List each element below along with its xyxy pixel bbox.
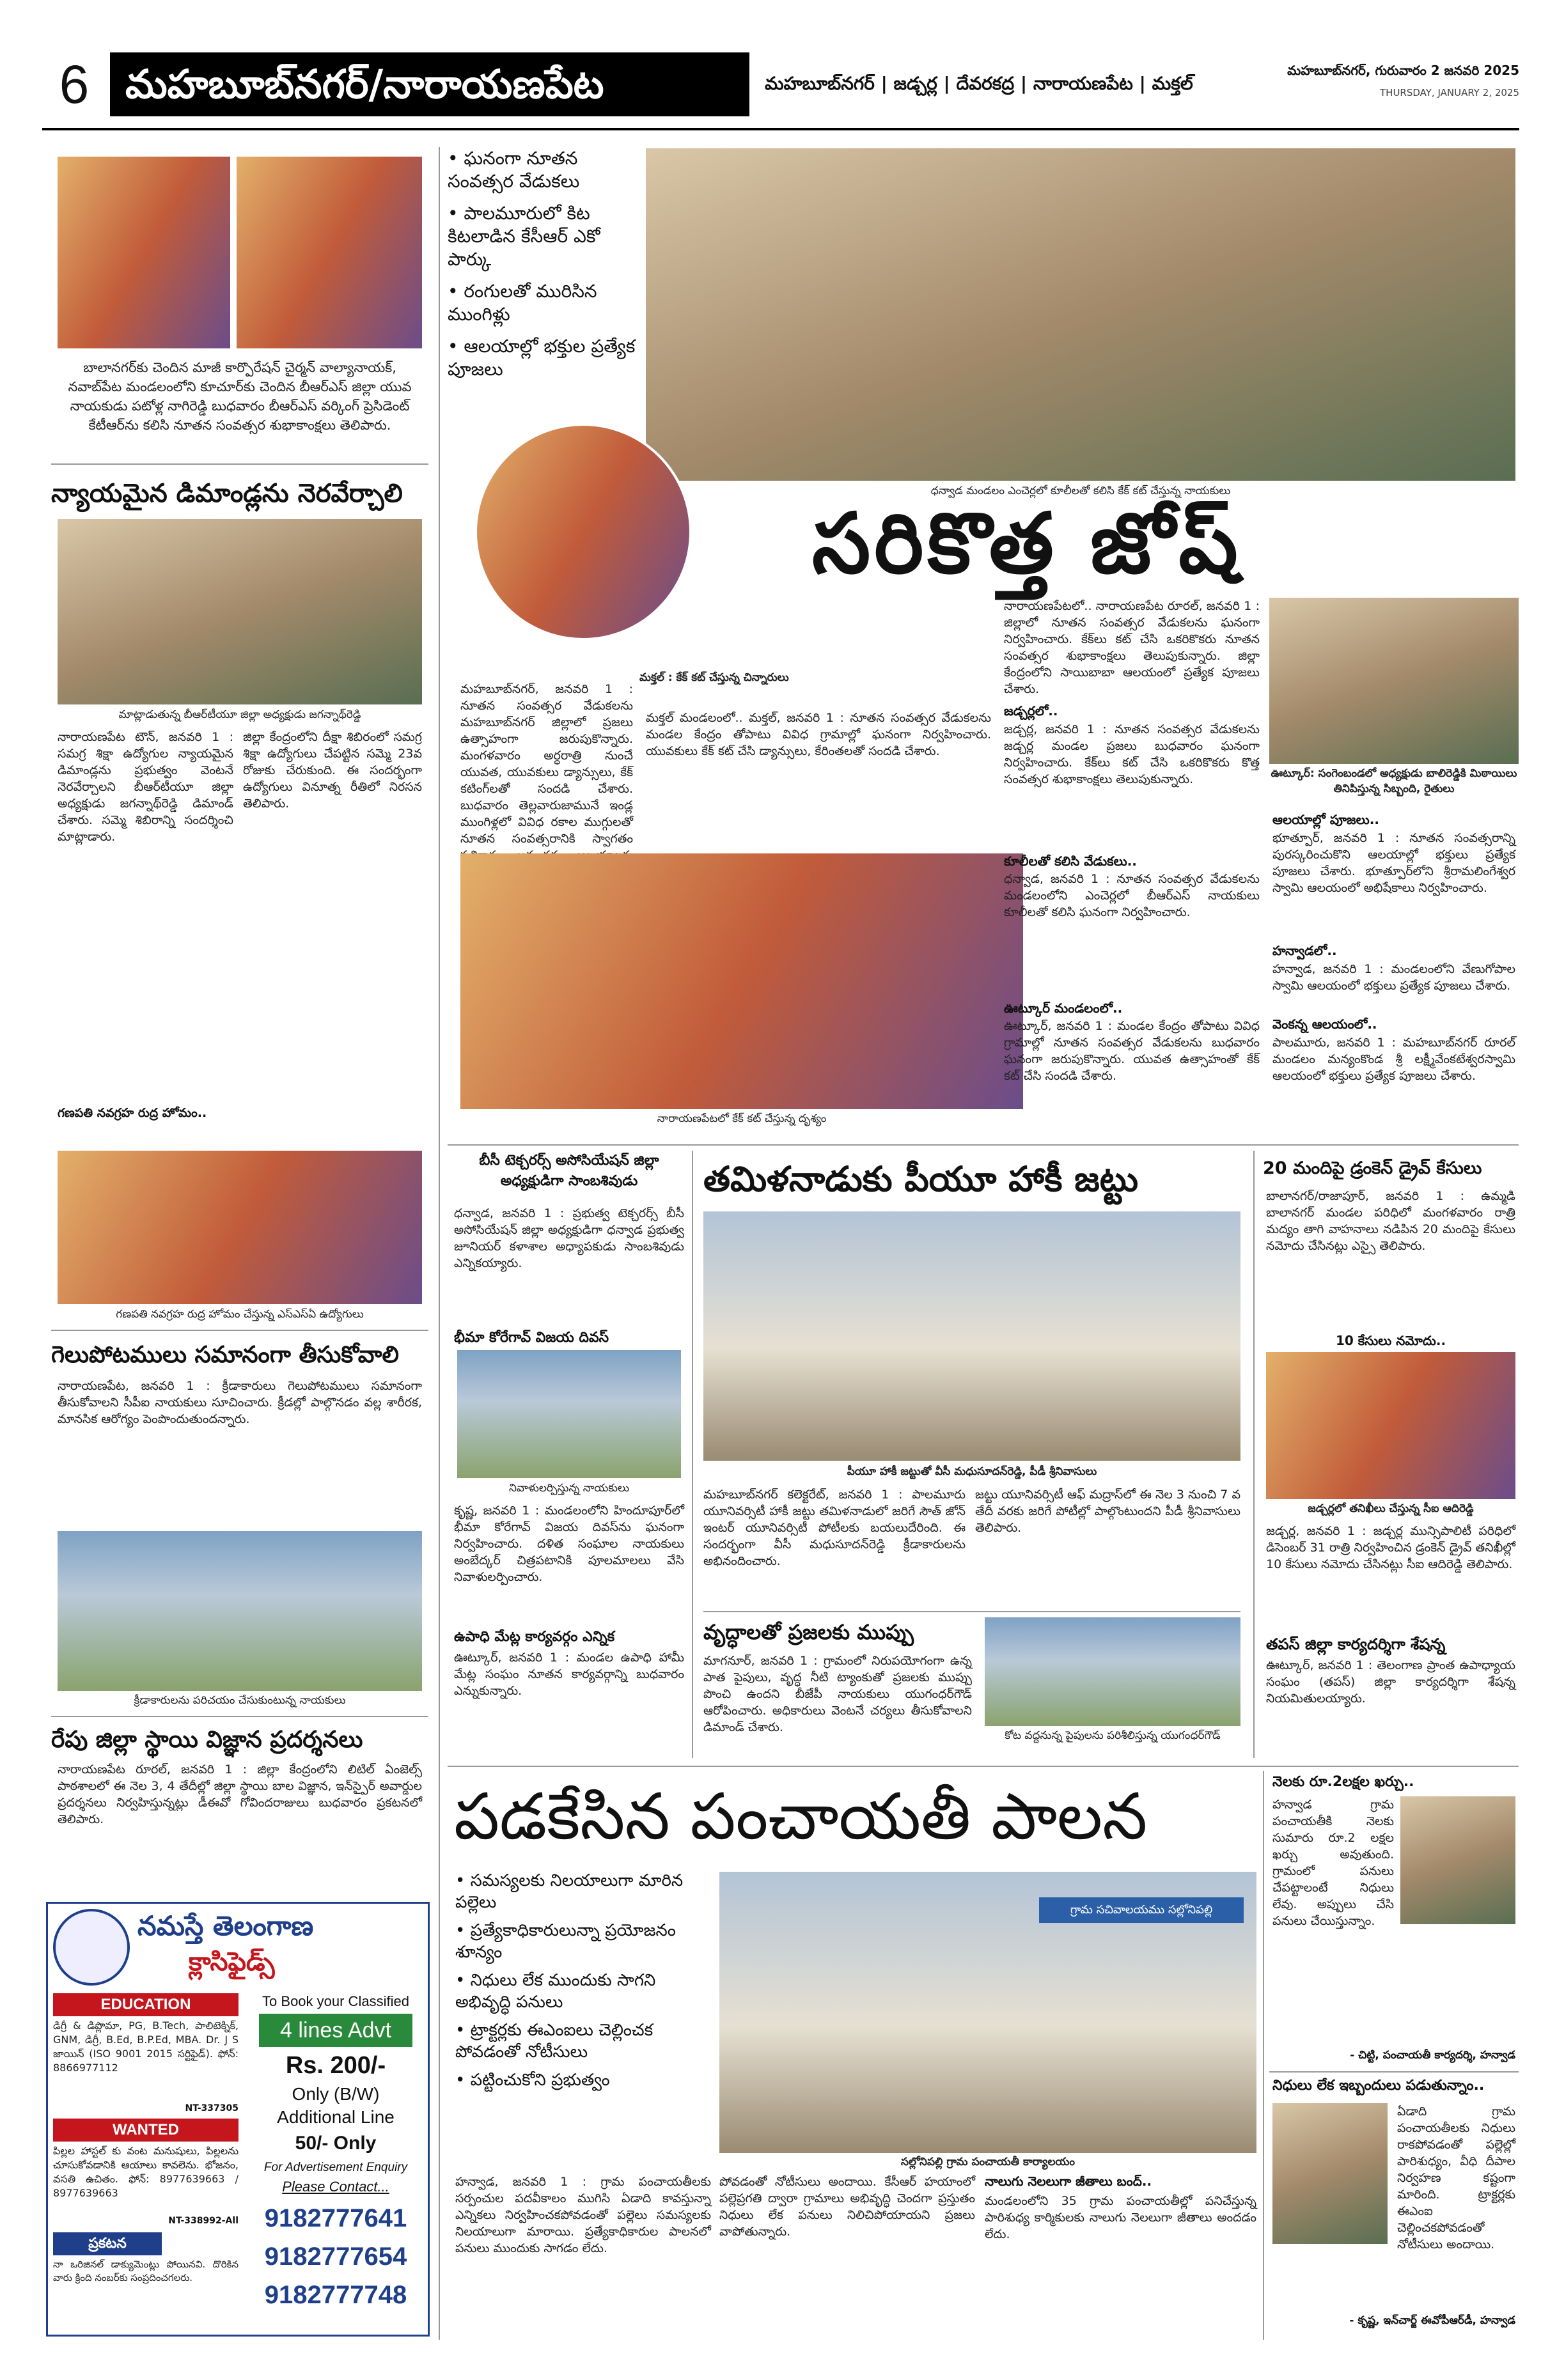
additional-line: Additional Line [277,2107,395,2127]
panchayat-photo-caption: సల్లోనిపల్లి గ్రామ పంచాయతీ కార్యాలయం [901,2156,1075,2168]
wanted-text: పిల్లల హాస్టల్ కు వంట మనుషులు, పిల్లలను చూసుకోవడానికి ఆయాలు కావలెను. భోజనం, వసతి ఉచితం. ఫోన్: 8977639663 / 8977639663 [53,2145,239,2199]
quote2-signature: - కృష్ణ, ఇన్‌చార్జ్ ఈవోపీఆర్‌డీ, హన్వాడ [1349,2314,1515,2327]
book-text: To Book your Classified [262,1993,409,2009]
masthead-rule [42,128,1519,130]
panchayat-text-cont: పోవడంతో నోటీసులు అందాయి. కేసీఆర్ హయాంలో పల్లెప్రగతి ద్వారా గ్రామాలు అభివృద్ధి చెందగా ప్రస్తుతం నిధులు లేక పనులు నిలిచిపోయాయని ప్రజలు వాపోతున్నారు. [719,2175,975,2239]
lecturers-text: ధన్వాడ, జనవరి 1 : ప్రభుత్వ టెక్చరర్స్ బీసీ అసోసియేషన్ జిల్లా అధ్యక్షుడిగా ధన్వాడ ప్రభుత్వ జూనియర్ కళాశాల అధ్యాపకుడు సాంబశివుడు ఎన్నికయ్యారు. [454,1206,684,1270]
lecturers-headline: బీసీ టెక్చరర్స్ అసోసియేషన్ జిల్లా అధ్యక్షుడిగా సాంబశివుడు [479,1153,659,1189]
hanwada-text: హన్వాడ, జనవరి 1 : మండలంలోని వేణుగోపాల స్వామి ఆలయంలో భక్తులు ప్రత్యేక పూజలు చేశారు. [1272,962,1515,993]
hockey-photo-caption: పీయూ హాకీ జట్టుతో వీసీ మధుసూదన్‌రెడ్డి, పీడీ శ్రీనివాసులు [847,1465,1097,1478]
elders-headline: వృద్ధాలతో ప్రజలకు ముప్పు [703,1620,914,1644]
lead-bullet: • పాలమూరులో కిట కిటలాడిన కేసీఆర్ ఎకో పార్కు [448,203,600,270]
price: Rs. 200/- [285,2052,386,2079]
panchayat-bullet: • ట్రాక్టర్లకు ఈఎంఐలు చెల్లించక పోవడంతో నోటీసులు [455,2021,653,2062]
education-text: డిగ్రీ & డిప్లొమా, PG, B.Tech, పాలిటెక్నిక్, GNM, డిగ్రీ, B.Ed, B.P.Ed, MBA. Dr. J S జాయిన్ (ISO 9001 2015 సర్టిఫైడ్). ఫోన్: 8866977112 [53,2019,239,2074]
drunk-drive-subhead: 10 కేసులు నమోదు.. [1335,1333,1446,1348]
ktr-caption: బాలానగర్‌కు చెందిన మాజీ కార్పొరేషన్ చైర్మన్ వాల్యానాయక్, నవాబ్‌పేట మండలంలోని కూచూర్‌కు చెందిన బీఆర్ఎస్ జిల్లా యువ నాయకుడు పటోళ్ల నాగిరెడ్డి బుధవారం బీఆర్ఎస్ వర్కింగ్ ప్రెసిడెంట్ కేటీఆర్‌ను కలిసి నూతన సంవత్సర శుభాకాంక్షలు తెలిపారు. [68,360,412,433]
classified-ad [46,1902,430,2337]
column-divider [1253,1151,1255,1758]
temple-subhead: ఆలయాల్లో పూజలు.. [1272,812,1379,827]
group-photo [460,853,1023,1109]
panchayat-bullet: • సమస్యలకు నిలయాలుగా మారిన పల్లెలు [455,1871,684,1912]
notice-text: నా ఒరిజినల్ డాక్యుమెంట్లు పోయినవి. దొరికిన వారు క్రింది నంబర్‌కు సంప్రదించగలరు. [53,2259,239,2283]
lead-subhead: కూలీలతో కలిసి వేడుకలు.. [1004,853,1137,869]
demands-photo-caption: మాట్లాడుతున్న బీఆర్‌టీయూ జిల్లా అధ్యక్షుడు జగన్నాథ్‌రెడ్డి [118,708,361,721]
column-divider [692,1151,693,1758]
quote2-headline: నిధులు లేక ఇబ్బందులు పడుతున్నాం.. [1272,2078,1485,2094]
column-divider [439,147,440,2340]
ktr-photo-2 [237,157,422,348]
divider [1269,2071,1519,2073]
hockey-photo [703,1211,1240,1461]
hockey-text-cont: జట్టు యూనివర్సిటీ ఆఫ్ మద్రాస్‌లో ఈ నెల 3 నుంచి 7 వ తేదీ వరకు జరిగే పోటీల్లో పాల్గొంటుందని పీడీ శ్రీనివాసులు తెలిపారు. [975,1488,1240,1535]
homam-subhead: గణపతి నవగ్రహ రుద్ర హోమం.. [58,1106,207,1120]
jadcherla-text: జడ్చర్ల, జనవరి 1 : జడ్చర్ల మున్సిపాలిటీ పరిధిలో డిసెంబర్ 31 రాత్రి నిర్వహించిన డ్రంకెన్ డ్రైవ్ తనిఖీల్లో 10 కేసులు నమోదు చేసినట్లు సీఐ ఆదిరెడ్డి తెలిపారు. [1266,1524,1515,1571]
mates-subhead: ఉపాధి మేట్ల కార్యవర్గం ఎన్నిక [454,1629,615,1645]
quote1-portrait [1400,1796,1515,1924]
drunk-drive-caption: జడ్చర్లలో తనిఖీలు చేస్తున్న సీఐ ఆదిరెడ్డి [1308,1502,1474,1515]
education-heading: EDUCATION [53,1993,239,2016]
mates-text: ఊట్కూర్, జనవరి 1 : మండల ఉపాధి హామీ మేట్ల సంఘం నూతన కార్యవర్గాన్ని బుధవారం ఎన్నుకున్నారు. [454,1651,684,1698]
price-only: Only (B/W) [292,2084,380,2104]
phone-number: 9182777641 [264,2204,407,2232]
bhima-subhead: భీమా కోరేగావ్ విజయ దివస్ [454,1330,609,1346]
venkanna-text: పాలమూరు, జనవరి 1 : మహబూబ్‌నగర్ రూరల్ మండలం మన్యంకొండ శ్రీ లక్ష్మీవేంకటేశ్వరస్వామి ఆలయంలో భక్తులు ప్రత్యేక పూజలు చేశారు. [1272,1036,1515,1083]
science-text: నారాయణపేట రూరల్, జనవరి 1 : జిల్లా కేంద్రంలోని లిటిల్ ఏంజెల్స్ పాఠశాలలో ఈ నెల 3, 4 తేదీల్లో జిల్లా స్థాయి బాల విజ్ఞాన, ఇన్‌స్పైర్ అవార్డుల ప్రదర్శనలు నిర్వహిస్తున్నట్లు డీఈవో గోవిందరాజులు బుధవారం ప్రకటనలో తెలిపారు. [58,1762,422,1826]
divider [51,463,428,465]
phone-number: 9182777654 [264,2243,407,2271]
additional-price: 50/- Only [295,2133,377,2154]
drunk-drive-photo [1266,1352,1515,1499]
lead-photo-caption: ధన్వాడ మండలం ఎంచెర్లలో కూలీలతో కలిసి కేక్ కట్ చేస్తున్న నాయకులు [930,485,1231,497]
drunk-drive-text: బాలానగర్/రాజాపూర్, జనవరి 1 : ఉమ్మడి బాలానగర్ మండల పరిధిలో మంగళవారం రాత్రి మద్యం తాగి వాహనాలు నడిపిన 20 మందిపై కేసులు నమోదు చేసినట్లు ఎస్సై తెలిపారు. [1266,1189,1515,1253]
enquiry-text: For Advertisement Enquiry [263,2161,408,2174]
demands-headline: న్యాయమైన డిమాండ్లను నెరవేర్చాలి [51,479,403,508]
demands-text-col1: నారాయణపేట టౌన్, జనవరి 1 : సమగ్ర శిక్షా ఉద్యోగుల న్యాయమైన డిమాండ్లను ప్రభుత్వం వెంటనే నెరవేర్చాలని బీఆర్‌టీయూ జిల్లా అధ్యక్షుడు జగన్నాథ్‌రెడ్డి డిమాండ్ చేశారు. సమ్మె శిబిరాన్ని సందర్శించి మాట్లాడారు. [58,730,233,844]
bhima-photo [457,1350,681,1478]
lead-col2: నారాయణపేటలో.. నారాయణపేట రూరల్, జనవరి 1 : జిల్లాలో నూతన సంవత్సర వేడుకలను ఘనంగా నిర్వహించారు. కేక్‌లు కట్ చేసి ఒకరికొకరు నూతన సంవత్సర శుభాకాంక్షలు తెలుపుకున్నారు. జిల్లా కేంద్రంలోని సాయిబాబా ఆలయంలో ప్రత్యేక పూజలు చేశారు. [1004,599,1260,696]
pipes-photo [985,1617,1240,1726]
salary-text: మండలంలోని 35 గ్రామ పంచాయతీల్లో పనిచేస్తున్న పారిశుధ్య కార్మికులకు నాలుగు నెలలుగా జీతాలు అందడం లేదు. [985,2194,1256,2241]
salary-subhead: నాలుగు నెలలుగా జీతాలు బంద్.. [985,2174,1152,2189]
panchayat-text: హన్వాడ, జనవరి 1 : గ్రామ పంచాయతీలకు సర్పంచుల పదవీకాలం ముగిసి ఏడాది కావస్తున్నా ఎన్నికలు నిర్వహించకపోవడంతో పల్లెలు సమస్యలకు నిలయాలుగా మారాయి. ప్రత్యేకాధికారుల పాలనలో పనులు ముందుకు సాగడం లేదు. [455,2175,711,2255]
quote1-headline: నెలకు రూ.2లక్షల ఖర్చు.. [1272,1774,1414,1790]
group-photo-caption: నారాయణపేటలో కేక్ కట్ చేస్తున్న దృశ్యం [657,1112,827,1125]
demands-text-col2: జిల్లా కేంద్రంలోని దీక్షా శిబిరంలో సమగ్ర శిక్షా ఉద్యోగులు చేపట్టిన సమ్మె 23వ రోజుకు చేరుకుంది. ఈ సందర్భంగా ఉద్యోగులు వినూత్న రీతిలో నిరసన తెలిపారు. [243,730,422,811]
lead-headline: సరికొత్త జోష్ [812,495,1242,592]
utkoor-photo [1269,598,1519,764]
section-title: మహబూబ్‌నగర్/నారాయణపేట [110,52,749,116]
panchayat-headline: పడకేసిన పంచాయతీ పాలన [454,1779,1148,1854]
demands-photo [58,519,422,704]
date-english: THURSDAY, JANUARY 2, 2025 [1380,87,1519,98]
sports-photo [58,1531,422,1691]
tapas-subhead: తపస్ జిల్లా కార్యదర్శిగా శేషన్న [1266,1635,1446,1653]
column-divider [1263,1771,1264,2340]
classified-title-2: క్లాసిఫైడ్స్ [189,1947,275,1977]
bhima-photo-caption: నివాళులర్పిస్తున్న నాయకులు [509,1482,629,1495]
tapas-text: ఊట్కూర్, జనవరి 1 : తెలంగాణ ప్రాంత ఉపాధ్యాయ సంఘం (తపస్) జిల్లా కార్యదర్శిగా శేషన్న నియమితులయ్యారు. [1266,1658,1515,1706]
panchayat-bullet: • నిధులు లేక ముందుకు సాగని అభివృద్ధి పనులు [455,1971,656,2012]
quote1-signature: - చిట్టి, పంచాయతీ కార్యదర్శి, హన్వాడ [1350,2049,1515,2062]
lead-col2-jadcherla: జడ్చర్ల, జనవరి 1 : నూతన సంవత్సర వేడుకలను జడ్చర్ల మండల ప్రజలు బుధవారం ఘనంగా నిర్వహించారు. కేక్‌లు కట్ చేసి ఒకరికొకరు కొత్త సంవత్సర శుభాకాంక్షలు తెలుపుకున్నారు. [1004,722,1260,786]
divider [448,1144,1519,1146]
region-list: మహబూబ్‌నగర్ | జడ్చర్ల | దేవరకద్ర | నారాయణపేట | మక్తల్ [765,73,1193,94]
lead-bullet: • ఘనంగా నూతన సంవత్సర వేడుకలు [448,148,580,192]
elders-text: మాగనూర్, జనవరి 1 : గ్రామంలో నిరుపయోగంగా ఉన్న పాత పైపులు, వృద్ధ నీటి ట్యాంకుతో ప్రజలకు ముప్పు పొంచి ఉందని బీజేపీ నాయకులు యుగంధర్‌గౌడ్ ఆరోపించారు. అధికారులు వెంటనే చర్యలు తీసుకోవాలని డిమాండ్ చేశారు. [703,1654,972,1734]
sports-text: నారాయణపేట, జనవరి 1 : క్రీడాకారులు గెలుపోటములు సమానంగా తీసుకోవాలని సీపీఐ నాయకులు సూచించారు. క్రీడల్లో పాల్గొనడం వల్ల శారీరక, మానసిక ఆరోగ్యం పెంపొందుతుందన్నారు. [58,1379,422,1426]
divider [51,1330,428,1331]
divider [703,1611,1240,1612]
panchayat-bullet: • ప్రత్యేకాధికారులున్నా ప్రయోజనం శూన్యం [455,1921,676,1962]
lead-col2-workers: ధన్వాడ, జనవరి 1 : నూతన సంవత్సర వేడుకలను మండలంలోని ఎంచెర్లలో బీఆర్ఎస్ నాయకులు కూలీలతో కలిసి ఘనంగా నిర్వహించారు. [1004,872,1260,919]
sports-photo-caption: క్రీడాకారులను పరిచయం చేసుకుంటున్న నాయకులు [134,1694,346,1707]
office-sign: గ్రామ సచివాలయము సల్లోనిపల్లి [1039,1897,1244,1923]
bhima-text: కృష్ణ, జనవరి 1 : మండలంలోని హిందూపూర్‌లో భీమా కోరేగావ్ విజయ దివస్‌ను ఘనంగా నిర్వహించారు. దళిత సంఘాల నాయకులు అంబేద్కర్ చిత్రపటానికి పూలమాలలు వేసి నివాళులర్పించారు. [454,1504,684,1584]
lead-bullets [448,147,639,422]
temple-text: భూత్పూర్, జనవరి 1 : నూతన సంవత్సరాన్ని పురస్కరించుకొని ఆలయాల్లో భక్తులు ప్రత్యేక పూజలు చేశారు. భూత్పూర్‌లోని శ్రీరామలింగేశ్వర స్వామి ఆలయంలో అభిషేకాలు నిర్వహించారు. [1272,831,1515,895]
venkanna-subhead: వెంకన్న ఆలయంలో.. [1272,1016,1377,1032]
classified-emblem [53,1909,130,1986]
lead-col1-cont: మక్తల్ మండలంలో.. మక్తల్, జనవరి 1 : నూతన సంవత్సర వేడుకలను మండల కేంద్రం తోపాటు వివిధ గ్రామాల్లో ఘనంగా నిర్వహించారు. యువకులు కేక్ కట్ చేసి డ్యాన్సులు, కేరింతలతో సందడి చేశారు. [646,711,991,758]
hanwada-subhead: హన్వాడలో.. [1272,943,1337,958]
quote2-portrait [1272,2103,1388,2244]
date-telugu: మహబూబ్‌నగర్, గురువారం 2 జనవరి 2025 [1287,63,1519,78]
homam-photo [58,1151,422,1304]
lead-col2-utkoor: ఊట్కూర్, జనవరి 1 : మండల కేంద్రం తోపాటు వివిధ గ్రామాల్లో నూతన సంవత్సర వేడుకలను బుధవారం ఘనంగా జరుపుకొన్నారు. యువత ఉత్సాహంతో కేక్ కట్ చేసి సందడి చేశారు. [1004,1019,1260,1083]
notice-heading: ప్రకటన [53,2232,162,2255]
contact-text: Please Contact... [282,2179,389,2195]
panchayat-bullets [455,1870,711,2151]
homam-photo-caption: గణపతి నవగ్రహ రుద్ర హోమం చేస్తున్న ఎస్ఎస్ఏ ఉద్యోగులు [116,1308,364,1321]
nt-code: NT-337305 [185,2103,239,2113]
lines-offer: 4 lines Advt [259,2014,412,2047]
drunk-drive-headline: 20 మందిపై డ్రంకెన్ డ్రైవ్ కేసులు [1263,1158,1482,1178]
panchayat-bullet: • పట్టించుకోని ప్రభుత్వం [455,2071,610,2090]
ktr-photo-1 [58,157,230,348]
classified-title-1: నమస్తే తెలంగాణ [137,1910,314,1941]
science-headline: రేపు జిల్లా స్థాయి విజ్ఞాన ప్రదర్శనలు [51,1727,363,1753]
lead-subhead: ఊట్కూర్ మండలంలో.. [1004,1000,1123,1016]
phone-number: 9182777748 [264,2281,407,2309]
lead-subhead: జడ్చర్లలో.. [1004,703,1058,719]
lead-col1: మహబూబ్‌నగర్, జనవరి 1 : నూతన సంవత్సర వేడుకలను మహబూబ్‌నగర్ జిల్లాలో ప్రజలు ఉత్సాహంగా జరుపుకొన్నారు. మంగళవారం అర్ధరాత్రి నుంచే యువత, యువకులు డ్యాన్సులు, కేక్ కటింగ్‌లతో సందడి చేశారు. బుధవారం తెల్లవారుజామునే ఇండ్ల ముంగిళ్లలో వివిధ రకాల ముగ్గులతో నూతన సంవత్సరానికి స్వాగతం [460,682,633,846]
kids-caption: మక్తల్ : కేక్ కట్ చేస్తున్న చిన్నారులు [639,671,789,684]
wanted-heading: WANTED [53,2119,239,2142]
masthead [42,49,1519,120]
page-number: 6 [59,54,90,114]
quote1-text: హన్వాడ గ్రామ పంచాయతీకి నెలకు సుమారు రూ.2 లక్షల ఖర్చు అవుతుంది. గ్రామంలో పనులు చేపట్టాలంటే నిధులు లేవు. అప్పులు చేసి పనులు చేయిస్తున్నాం. [1272,1798,1394,1928]
quote2-text: ఏడాది గ్రామ పంచాయతీలకు నిధులు రాకపోవడంతో పల్లెల్లో పారిశుధ్యం, వీధి దీపాల నిర్వహణ కష్టంగా మారింది. ట్రాక్టర్లకు ఈఎంఐ చెల్లించకపోవడంతో నోటీసులు అందాయి. [1397,2104,1515,2252]
hockey-headline: తమిళనాడుకు పీయూ హాకీ జట్టు [703,1159,1139,1199]
lead-bullet: • రంగులతో మురిసిన ముంగిళ్లు [448,281,597,325]
utkoor-photo-caption: ఊట్కూర్: సంగెంబండలో అధ్యక్షుడు బాలిరెడ్డికి మిఠాయిలు తినిపిస్తున్న సిబ్బంది, రైతులు [1271,767,1517,795]
panchayat-office-photo [719,1872,1256,2153]
divider [448,1766,1519,1767]
divider [51,1716,428,1717]
lead-photo-workers [646,148,1515,481]
lead-bullet: • ఆలయాల్లో భక్తుల ప్రత్యేక పూజలు [448,336,636,380]
kids-photo [474,423,692,641]
pipes-photo-caption: కోట వద్దనున్న పైపులను పరిశీలిస్తున్న యుగంధర్‌గౌడ్ [1005,1729,1221,1742]
sports-headline: గెలుపోటములు సమానంగా తీసుకోవాలి [51,1342,399,1368]
hockey-text: మహబూబ్‌నగర్ కలెక్టరేట్, జనవరి 1 : పాలమూరు యూనివర్సిటీ హాకీ జట్టు తమిళనాడులో జరిగే సౌత్ జోన్ ఇంటర్ యూనివర్సిటీ పోటీలకు బయలుదేరింది. ఈ సందర్భంగా వీసీ మధుసూదన్‌రెడ్డి క్రీడాకారులను అభినందించారు. [703,1488,966,1568]
nt-code: NT-338992-All [168,2216,239,2226]
